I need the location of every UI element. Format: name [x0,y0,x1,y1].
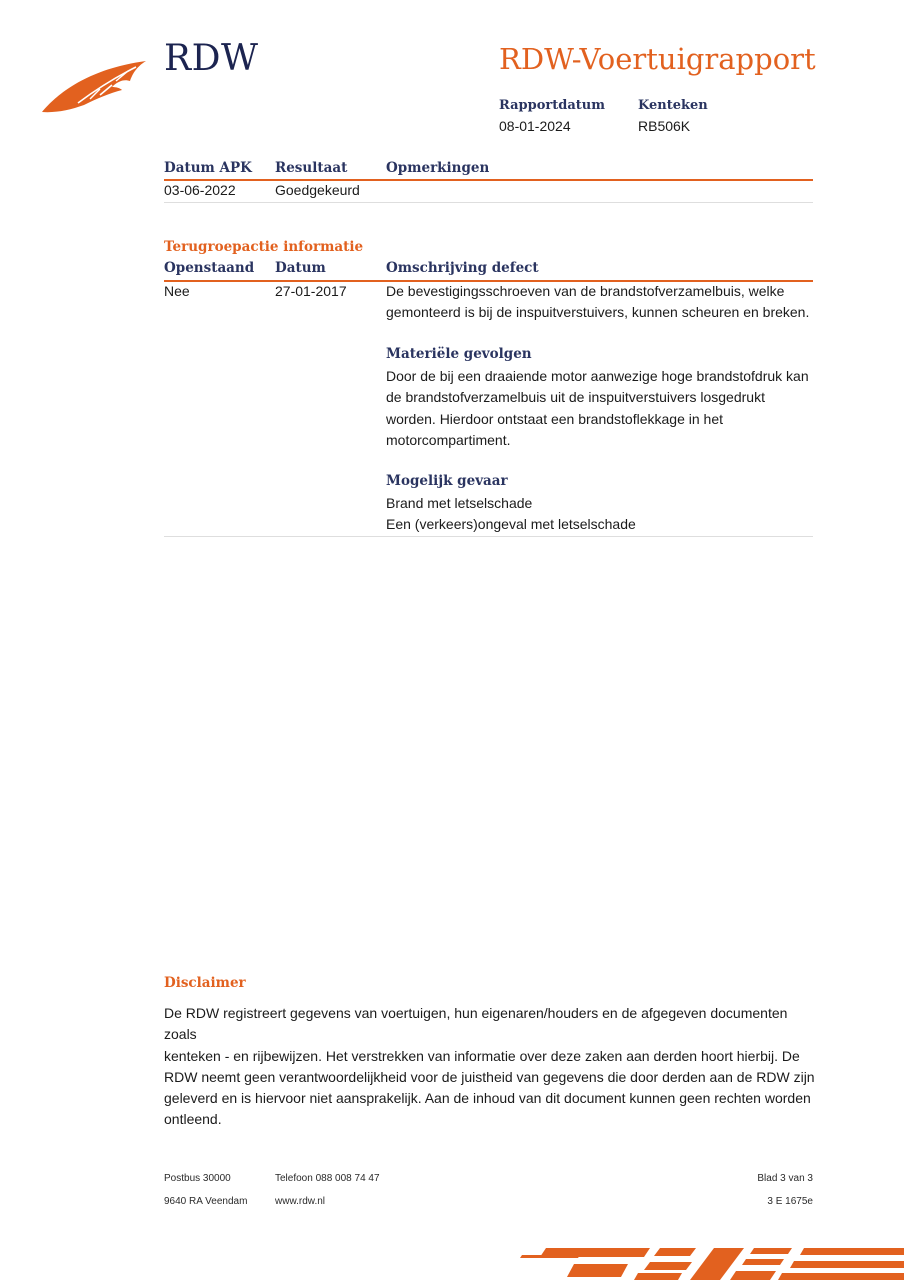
recall-defect-description [386,281,816,324]
apk-column-header: Opmerkingen [386,160,490,176]
apk-header-divider [164,179,813,181]
recall-row-divider [164,536,813,537]
recall-section-title: Terugroepactie informatie [164,239,364,255]
gevaar-line: Brand met letselschade [386,495,533,511]
footer-website: www.rdw.nl [275,1196,326,1207]
recall-column-header: Openstaand [164,260,255,276]
rapportdatum-value: 08-01-2024 [499,118,571,134]
brand-name: RDW [164,38,259,79]
rdw-feather-logo-icon [40,55,150,117]
disclaimer-line: geleverd en is hiervoor niet aansprakelijk. Aan de inhoud van dit document kunnen geen rechten worden [164,1090,811,1107]
footer-postcode: 9640 RA Veendam [164,1196,248,1207]
rdw-stripes-icon [520,1244,904,1280]
gevolgen-line: Door de bij een draaiende motor aanwezige hoge brandstofdruk kan [386,368,809,384]
footer-postbus: Postbus 30000 [164,1173,231,1184]
disclaimer-line: kenteken - en rijbewijzen. Het verstrekken van informatie over deze zaken aan derden hoort hierbij. De [164,1047,800,1064]
footer-page-number: Blad 3 van 3 [757,1173,813,1184]
kenteken-label: Kenteken [638,98,708,113]
gevolgen-line: worden. Hierdoor ontstaat een brandstoflekkage in het [386,410,723,427]
disclaimer-line: De RDW registreert gegevens van voertuigen, hun eigenaren/houders en de afgegeven documenten zoals [164,1005,788,1043]
recall-openstaand-cell: Nee [164,283,190,299]
materiele-gevolgen-title: Materiële gevolgen [386,346,532,362]
footer-telefoon: Telefoon 088 008 74 47 [275,1173,380,1184]
disclaimer-text [164,1003,816,1131]
gevolgen-line: de brandstofverzamelbuis uit de inspuitverstuivers losgedrukt [386,389,765,406]
defect-line: De bevestigingsschroeven van de brandstofverzamelbuis, welke [386,283,785,299]
footer-document-code: 3 E 1675e [767,1196,813,1207]
apk-resultaat-cell: Goedgekeurd [275,182,360,198]
gevolgen-line: motorcompartiment. [386,431,511,448]
recall-column-header: Omschrijving defect [386,260,539,276]
apk-column-header: Resultaat [275,160,348,176]
page-title: RDW-Voertuigrapport [499,42,816,76]
recall-column-header: Datum [275,260,326,276]
rapportdatum-label: Rapportdatum [499,98,605,113]
recall-datum-cell: 27-01-2017 [275,283,347,299]
disclaimer-title: Disclaimer [164,975,246,991]
disclaimer-line: RDW neemt geen verantwoordelijkheid voor de juistheid van gegevens die door derden aan de RDW zijn [164,1068,815,1085]
mogelijk-gevaar-text [386,493,816,536]
mogelijk-gevaar-title: Mogelijk gevaar [386,473,508,489]
apk-datum-cell: 03-06-2022 [164,182,236,198]
kenteken-value: RB506K [638,118,691,134]
disclaimer-line: ontleend. [164,1111,222,1128]
gevaar-line: Een (verkeers)ongeval met letselschade [386,516,636,533]
defect-line: gemonteerd is bij de inspuitverstuivers, kunnen scheuren en breken. [386,304,810,321]
apk-row-divider [164,202,813,203]
apk-column-header: Datum APK [164,160,252,176]
materiele-gevolgen-text [386,366,816,451]
